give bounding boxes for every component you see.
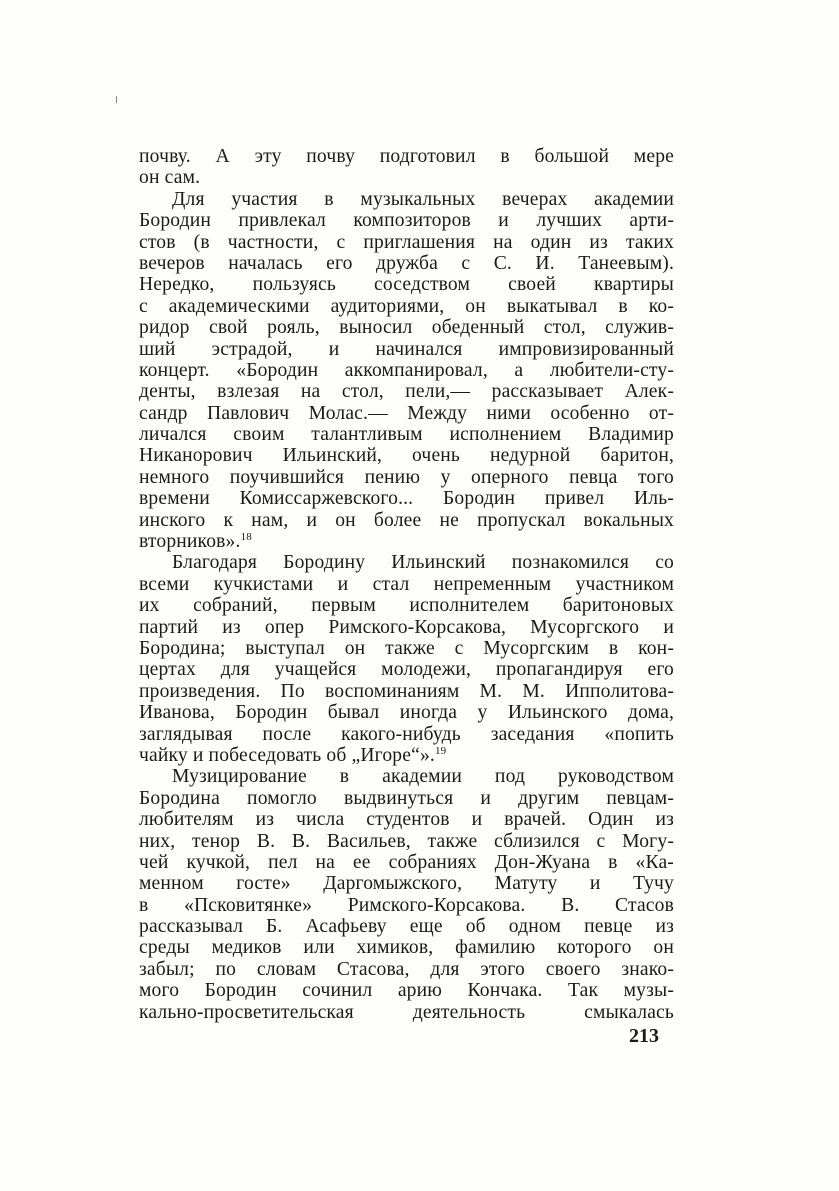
text-line-content: стов (в частности, с приглашения на один из таких bbox=[139, 231, 674, 253]
text-line-content: произведения. По воспоминаниям М. М. Ипполитова- bbox=[139, 680, 674, 702]
text-line bbox=[139, 146, 674, 167]
text-line-content: всеми кучкистами и стал непременным участником bbox=[139, 573, 674, 595]
text-line bbox=[139, 766, 674, 787]
text-line-content: Бородина помогло выдвинуться и другим певцам- bbox=[139, 787, 674, 809]
text-line bbox=[139, 873, 674, 894]
margin-mark bbox=[116, 96, 117, 103]
text-line bbox=[139, 360, 674, 381]
text-line-content: среды медиков или химиков, фамилию которого он bbox=[139, 937, 674, 959]
text-line bbox=[139, 167, 674, 188]
text-line-content: Музицирование в академии под руководством bbox=[172, 766, 674, 788]
text-line-content: времени Комиссаржевского... Бородин привел Иль- bbox=[139, 488, 674, 510]
text-line bbox=[139, 317, 674, 338]
text-line-content: личался своим талантливым исполнением Владимир bbox=[139, 424, 674, 446]
text-line bbox=[139, 831, 674, 852]
text-line bbox=[139, 424, 674, 445]
text-line-content: сандр Павлович Молас.— Между ними особенно от- bbox=[139, 402, 674, 424]
text-line bbox=[139, 980, 674, 1001]
text-line-content: ший эстрадой, и начинался импровизированный bbox=[139, 338, 674, 360]
text-line-content: партий из опер Римского-Корсакова, Мусоргского и bbox=[139, 616, 674, 638]
text-line bbox=[139, 638, 674, 659]
text-line-content: них, тенор В. В. Васильев, также сблизился с Могу- bbox=[139, 830, 674, 852]
text-line-content: с академическими аудиториями, он выкатывал в ко- bbox=[139, 295, 674, 317]
text-line-content: Для участия в музыкальных вечерах академии bbox=[172, 188, 674, 210]
text-line bbox=[139, 296, 674, 317]
text-line bbox=[139, 210, 674, 231]
text-line bbox=[139, 959, 674, 980]
text-line bbox=[139, 381, 674, 402]
text-line bbox=[139, 852, 674, 873]
text-line bbox=[139, 488, 674, 509]
text-line bbox=[139, 916, 674, 937]
text-line-content: концерт. «Бородин аккомпанировал, а любители-сту- bbox=[139, 359, 674, 381]
text-line-content: кально-просветительская деятельность смыкалась bbox=[139, 1001, 674, 1023]
text-line bbox=[139, 617, 674, 638]
text-line bbox=[139, 253, 674, 274]
text-line bbox=[139, 574, 674, 595]
text-line-content: Иванова, Бородин бывал иногда у Ильинского дома, bbox=[139, 702, 674, 724]
text-line bbox=[139, 274, 674, 295]
text-line bbox=[139, 1002, 674, 1023]
footnote-ref: 19 bbox=[434, 744, 447, 757]
text-line bbox=[139, 232, 674, 253]
text-line-content: рассказывал Б. Асафьеву еще об одном певце из bbox=[139, 916, 674, 938]
text-line bbox=[139, 467, 674, 488]
text-line-content: мого Бородин сочинил арию Кончака. Так музы- bbox=[139, 980, 674, 1002]
text-line-content: почву. А эту почву подготовил в большой мере bbox=[139, 146, 674, 167]
text-line-content: Нередко, пользуясь соседством своей квартиры bbox=[139, 274, 674, 296]
body-text bbox=[139, 146, 674, 1023]
page-number: 213 bbox=[629, 1025, 659, 1047]
text-line-content: цертах для учащейся молодежи, пропагандируя его bbox=[139, 659, 674, 681]
text-line bbox=[139, 788, 674, 809]
text-line-content: Никанорович Ильинский, очень недурной баритон, bbox=[139, 445, 674, 467]
text-line-content: Благодаря Бородину Ильинский познакомился со bbox=[172, 552, 674, 574]
text-line-content: чей кучкой, пел на ее собраниях Дон-Жуана в «Ка- bbox=[139, 851, 674, 873]
text-line bbox=[139, 659, 674, 680]
text-line bbox=[139, 552, 674, 573]
text-line-content: менном госте» Даргомыжского, Матуту и Тучу bbox=[139, 873, 674, 895]
text-line bbox=[139, 189, 674, 210]
text-line-content: денты, взлезая на стол, пели,— рассказывает Алек- bbox=[139, 381, 674, 403]
text-line bbox=[139, 809, 674, 830]
text-line-content: немного поучившийся пению у оперного певца того bbox=[139, 466, 674, 488]
text-line-content: инского к нам, и он более не пропускал вокальных bbox=[139, 509, 674, 531]
text-line bbox=[139, 702, 674, 723]
text-line bbox=[139, 595, 674, 616]
text-line-content: в «Псковитянке» Римского-Корсакова. В. Стасов bbox=[139, 894, 674, 916]
text-line bbox=[139, 745, 674, 766]
text-line bbox=[139, 339, 674, 360]
footnote-ref: 18 bbox=[240, 531, 252, 544]
text-line-content: Бородин привлекал композиторов и лучших арти- bbox=[139, 210, 674, 232]
text-line-content: любителям из числа студентов и врачей. Один из bbox=[139, 809, 674, 831]
text-line-content: вторников». bbox=[139, 531, 241, 553]
text-line-content: чайку и побеседовать об „Игоре“». bbox=[139, 744, 435, 766]
text-line bbox=[139, 403, 674, 424]
text-line bbox=[139, 445, 674, 466]
text-line-content: ридор свой рояль, выносил обеденный стол, служив- bbox=[139, 317, 674, 339]
text-line bbox=[139, 937, 674, 958]
text-line bbox=[139, 681, 674, 702]
text-line bbox=[139, 510, 674, 531]
text-line bbox=[139, 724, 674, 745]
text-line-content: Бородина; выступал он также с Мусоргским в кон- bbox=[139, 637, 674, 659]
text-line bbox=[139, 895, 674, 916]
text-line-content: забыл; по словам Стасова, для этого своего знако- bbox=[139, 958, 674, 980]
text-line-content: их собраний, первым исполнителем баритоновых bbox=[139, 595, 674, 617]
text-line bbox=[139, 531, 674, 552]
text-line-content: заглядывая после какого-нибудь заседания «попить bbox=[139, 723, 674, 745]
text-line-content: он сам. bbox=[139, 167, 201, 189]
text-line-content: вечеров началась его дружба с С. И. Танеевым). bbox=[139, 252, 674, 274]
